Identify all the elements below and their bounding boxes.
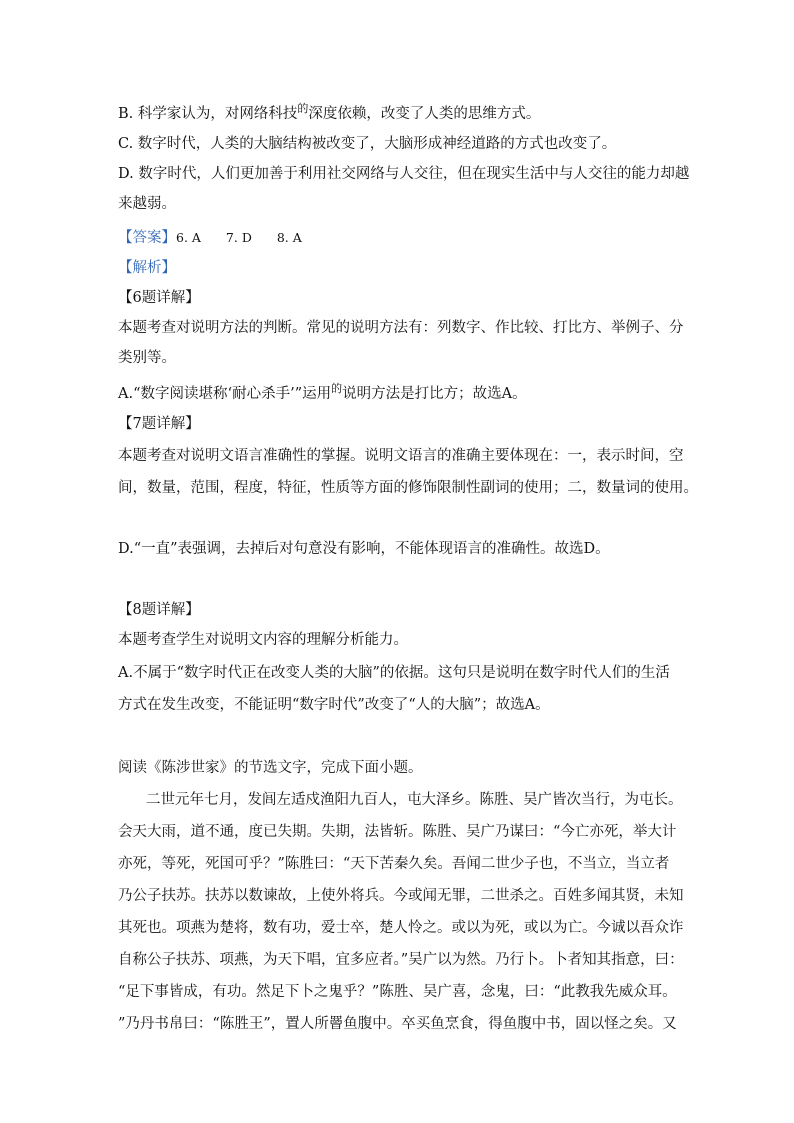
- annotation-ruby: 的: [331, 382, 343, 395]
- passage-line: ”乃丹书帛曰：“陈胜王”，置人所罾鱼腹中。卒买鱼烹食，得鱼腹中书，固以怪之矣。又: [118, 1016, 677, 1032]
- passage-line: 自称公子扶苏、项燕，为天下唱，宜多应者。”吴广以为然。乃行卜。卜者知其指意，曰：: [118, 952, 684, 968]
- answer-line: [118, 228, 302, 248]
- passage-line: 乃公子扶苏。扶苏以数谏故，上使外将兵。今或闻无罪，二世杀之。百姓多闻其贤，未知: [118, 888, 684, 904]
- option-b: B. 科学家认为，对网络科技$^的$深度依赖，改变了人类的思维方式。: [118, 102, 541, 122]
- passage-line: 二世元年七月，发闾左适戍渔阳九百人，屯大泽乡。陈胜、吴广皆次当行，为屯长。: [146, 792, 683, 808]
- q7-paragraph-line1: 本题考查对说明文语言准确性的掌握。说明文语言的准确主要体现在：一，表示时间，空: [118, 448, 684, 464]
- q8-title: 【8题详解】: [118, 602, 200, 618]
- option-c: C. 数字时代，人类的大脑结构被改变了，大脑形成神经道路的方式也改变了。: [118, 136, 617, 152]
- option-d-line2: 来越弱。: [118, 196, 176, 212]
- passage-line: 亦死，等死，死国可乎？”陈胜曰：“天下苦秦久矣。吾闻二世少子也，不当立，当立者: [118, 856, 670, 872]
- answer-label: 【答案】: [118, 230, 176, 246]
- q6-paragraph-line1: 本题考查对说明方法的判断。常见的说明方法有：列数字、作比较、打比方、举例子、分: [118, 320, 684, 336]
- q7-answer-explanation: D.“一直”表强调，去掉后对句意没有影响，不能体现语言的准确性。故选D。: [118, 541, 610, 557]
- q7-title: 【7题详解】: [118, 416, 200, 432]
- option-d-line1: D. 数字时代，人们更加善于利用社交网络与人交往，但在现实生活中与人交往的能力却越: [118, 166, 690, 182]
- q6-answer-explanation: A.“数字阅读堪称‘耐心杀手’”运用$^的$说明方法是打比方；故选A。: [118, 382, 527, 402]
- answer-text: 6. A 7. D 8. A: [176, 230, 302, 245]
- annotation-ruby: 的: [297, 102, 309, 115]
- analysis-label: 【解析】: [118, 260, 176, 276]
- q7-paragraph-line2: 间，数量，范围，程度，特征，性质等方面的修饰限制性副词的使用；二，数量词的使用。: [118, 480, 698, 496]
- passage-line: 其死也。项燕为楚将，数有功，爱士卒，楚人怜之。或以为死，或以为亡。今诚以吾众诈: [118, 920, 684, 936]
- q8-answer-line2: 方式在发生改变，不能证明“数字时代”改变了“人的大脑”；故选A。: [118, 697, 550, 713]
- q8-answer-line1: A.不属于“数字时代正在改变人类的大脑”的依据。这句只是说明在数字时代人们的生活: [118, 665, 670, 681]
- reading-intro: 阅读《陈涉世家》的节选文字，完成下面小题。: [118, 760, 423, 776]
- q8-paragraph-line1: 本题考查学生对说明文内容的理解分析能力。: [118, 632, 408, 648]
- q6-paragraph-line2: 类别等。: [118, 350, 176, 366]
- q6-title: 【6题详解】: [118, 290, 200, 306]
- passage-line: “足下事皆成，有功。然足下卜之鬼乎？”陈胜、吴广喜，念鬼，曰：“此教我先威众耳。: [118, 984, 677, 1000]
- passage-line: 会天大雨，道不通，度已失期。失期，法皆斩。陈胜、吴广乃谋曰：“今亡亦死，举大计: [118, 824, 677, 840]
